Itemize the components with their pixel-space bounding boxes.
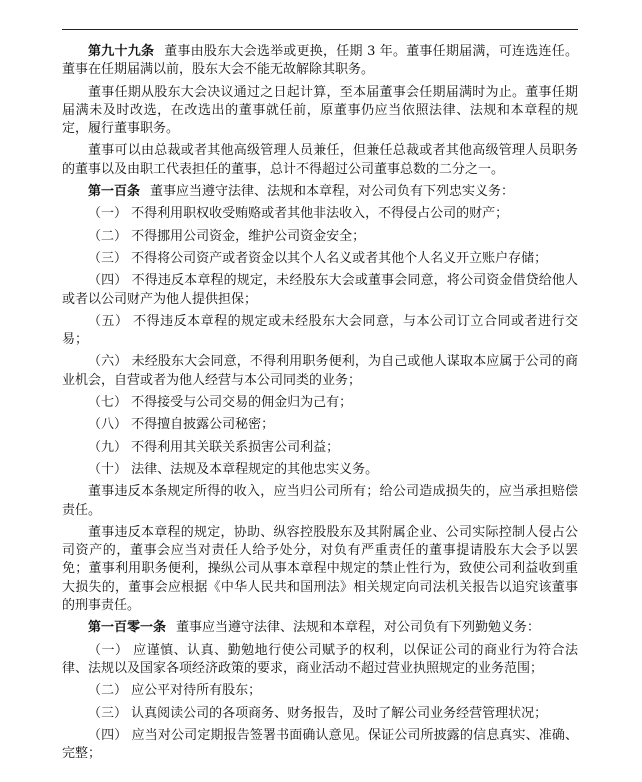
article-100-item: （二） 不得挪用公司资金，维护公司资金安全；: [88, 228, 366, 244]
article-100-item: （八） 不得擅自披露公司秘密；: [88, 417, 275, 433]
article-101-item: （三） 认真阅读公司的各项商务、财务报告，及时了解公司业务经营管理状况；: [88, 705, 548, 721]
article-100-para: 董事违反本条规定所得的收入，应当归公司所有；给公司造成损失的，应当承担赔偿责任。: [62, 484, 578, 518]
article-101-item: （二） 应公平对待所有股东；: [88, 683, 262, 699]
article-101-item: （四） 应当对公司定期报告签署书面确认意见。保证公司所披露的信息真实、准确、完整；: [62, 727, 578, 762]
article-99-para: 董事任期从股东大会决议通过之日起计算，至本届董事会任期届满时为止。董事任期届满未及时改选，在改选出的董事就任前，原董事仍应当依照法律、法规和本章程的规定，履行董事职务。: [62, 84, 578, 137]
article-100-item: （五） 不得违反本章程的规定或未经股东大会同意，与本公司订立合同或者进行交易；: [62, 313, 578, 348]
article-99-para: 董事可以由总裁或者其他高级管理人员兼任，但兼任总裁或者其他高级管理人员职务的董事以及由职工代表担任的董事，总计不得超过公司董事总数的二分之一。: [62, 143, 578, 177]
article-100-lead: 第一百条 董事应当遵守法律、法规和本章程，对公司负有下列忠实义务：: [88, 184, 515, 200]
header-rule: [62, 29, 578, 30]
article-number: 第一百零一条: [88, 620, 167, 636]
article-100-para: 董事违反本章程的规定，协助、纵容控股股东及其附属企业、公司实际控制人侵占公司资产的，董事会应当对责任人给予处分，对负有严重责任的董事提请股东大会予以罢免；董事利用职务便利，操纵公司从事本章程中规定的禁止性行为，致使公司利益收到重大损失的，董事会应根据《中华人民共和国刑法》相关规定向司法机关报告以追究该董事的刑事责任。: [62, 524, 578, 614]
document-body: [62, 43, 578, 767]
article-101-lead: 第一百零一条 董事应当遵守法律、法规和本章程，对公司负有下列勤勉义务：: [88, 620, 541, 636]
article-100-item: （六） 未经股东大会同意，不得利用职务便利，为自己或他人谋取本应属于公司的商业机会，自营或者为他人经营与本公司同类的业务；: [62, 354, 578, 388]
article-number: 第九十九条: [88, 44, 155, 59]
article-101-item: （一） 应谨慎、认真、勤勉地行使公司赋予的权利，以保证公司的商业行为符合法律、法规以及国家各项经济政策的要求，商业活动不超过营业执照规定的业务范围；: [62, 642, 578, 676]
article-number: 第一百条: [88, 184, 141, 200]
article-100-item: （四） 不得违反本章程的规定，未经股东大会或董事会同意，将公司资金借贷给他人或者以公司财产为他人提供担保；: [62, 273, 578, 307]
article-99-lead: 第九十九条 董事由股东大会选举或更换，任期 3 年。董事任期届满，可连选连任。董事在任期届满以前，股东大会不能无故解除其职务。: [62, 44, 578, 78]
article-100-item: （十） 法律、法规及本章程规定的其他忠实义务。: [88, 461, 379, 477]
article-100-item: （一） 不得利用职权收受贿赂或者其他非法收入，不得侵占公司的财产；: [88, 206, 509, 222]
article-100-item: （三） 不得将公司资产或者资金以其个人名义或者其他个人名义开立账户存储；: [88, 250, 548, 266]
article-100-item: （七） 不得接受与公司交易的佣金归为己有；: [88, 395, 353, 411]
article-100-item: （九） 不得利用其关联关系损害公司利益；: [88, 439, 340, 455]
